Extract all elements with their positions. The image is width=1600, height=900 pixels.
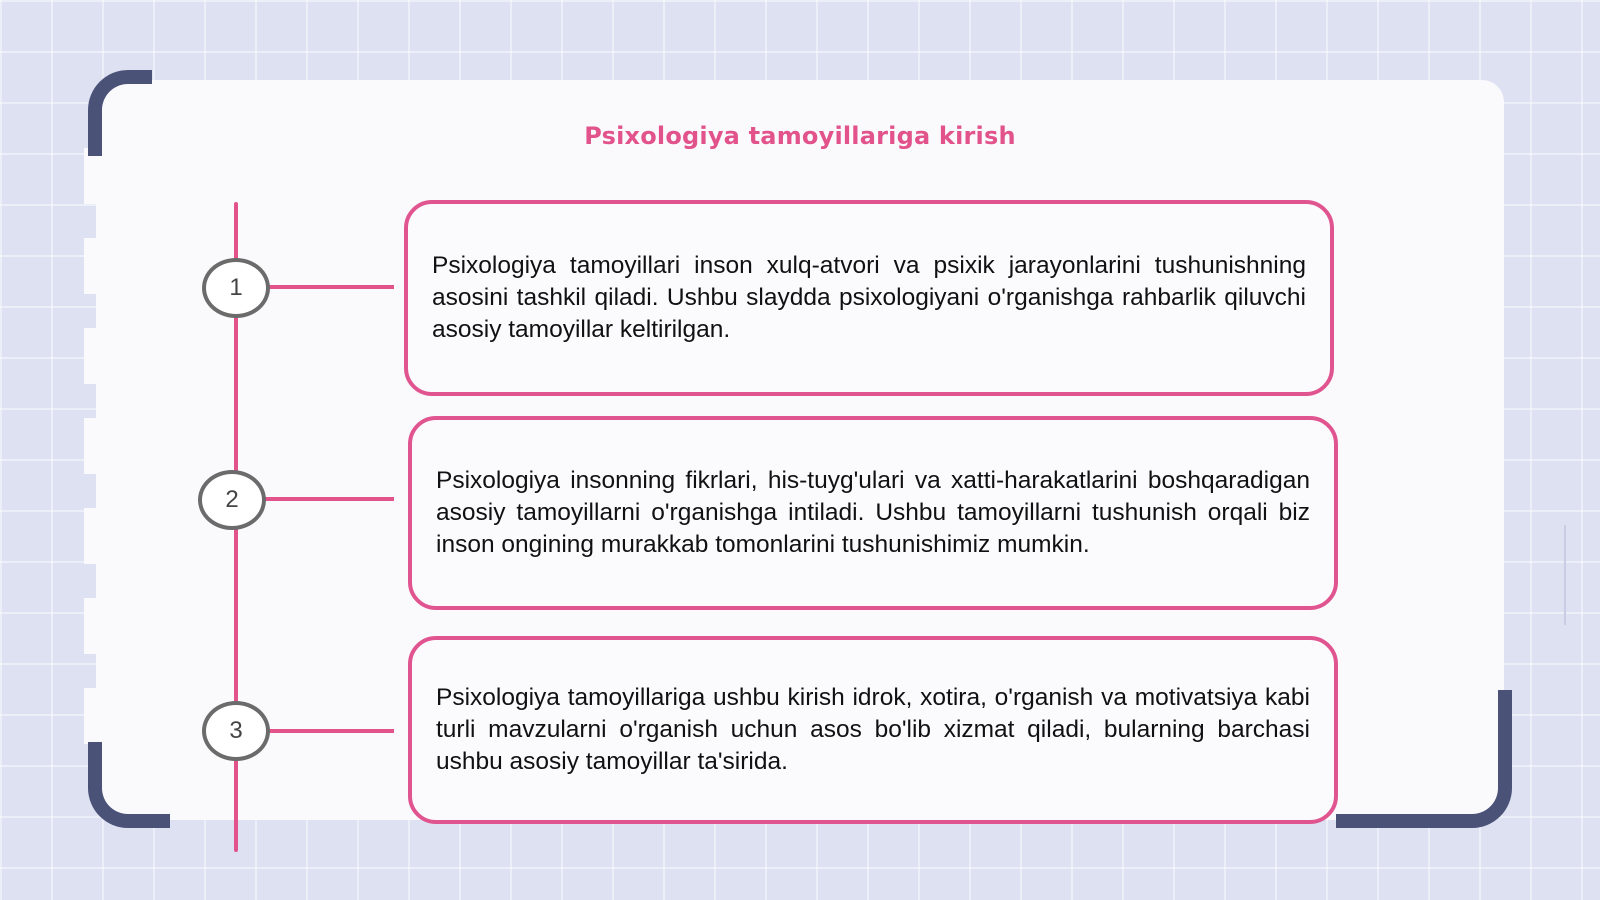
decorative-line [1564, 525, 1566, 625]
connector-line [268, 729, 394, 733]
step-text-1: Psixologiya tamoyillari inson xulq-atvori va psixik jarayonlarini tushunishning asosini tashkil qiladi. Ushbu slaydda psixologiyani o'rganishga rahbarlik qiluvchi asosiy tamoyillar keltirilgan. [432, 252, 1306, 343]
step-number-1: 1 [202, 258, 270, 318]
corner-bracket-bottom-right [1336, 690, 1512, 828]
corner-bracket-bottom-left [88, 742, 170, 828]
step-card-2 [408, 416, 1338, 610]
step-number-2: 2 [198, 470, 266, 530]
step-card-1 [404, 200, 1334, 396]
slide-title: Psixologiya tamoyillariga kirish [584, 122, 1016, 150]
step-text-3: Psixologiya tamoyillariga ushbu kirish idrok, xotira, o'rganish va motivatsiya kabi turli mavzularni o'rganish uchun asos bo'lib xizmat qiladi, bularning barchasi ushbu asosiy tamoyillar ta'sirida. [436, 684, 1310, 775]
step-card-3 [408, 636, 1338, 824]
step-text-2: Psixologiya insonning fikrlari, his-tuyg'ulari va xatti-harakatlarini boshqaradigan asosiy tamoyillarni o'rganishga intiladi. Ushbu tamoyillarni tushunish orqali biz inson ongining murakkab tomonlarini tushunishimiz mumkin. [436, 467, 1310, 558]
step-number-3: 3 [202, 701, 270, 761]
corner-bracket-top-left [88, 70, 152, 156]
connector-line [268, 285, 394, 289]
connector-line [264, 497, 394, 501]
